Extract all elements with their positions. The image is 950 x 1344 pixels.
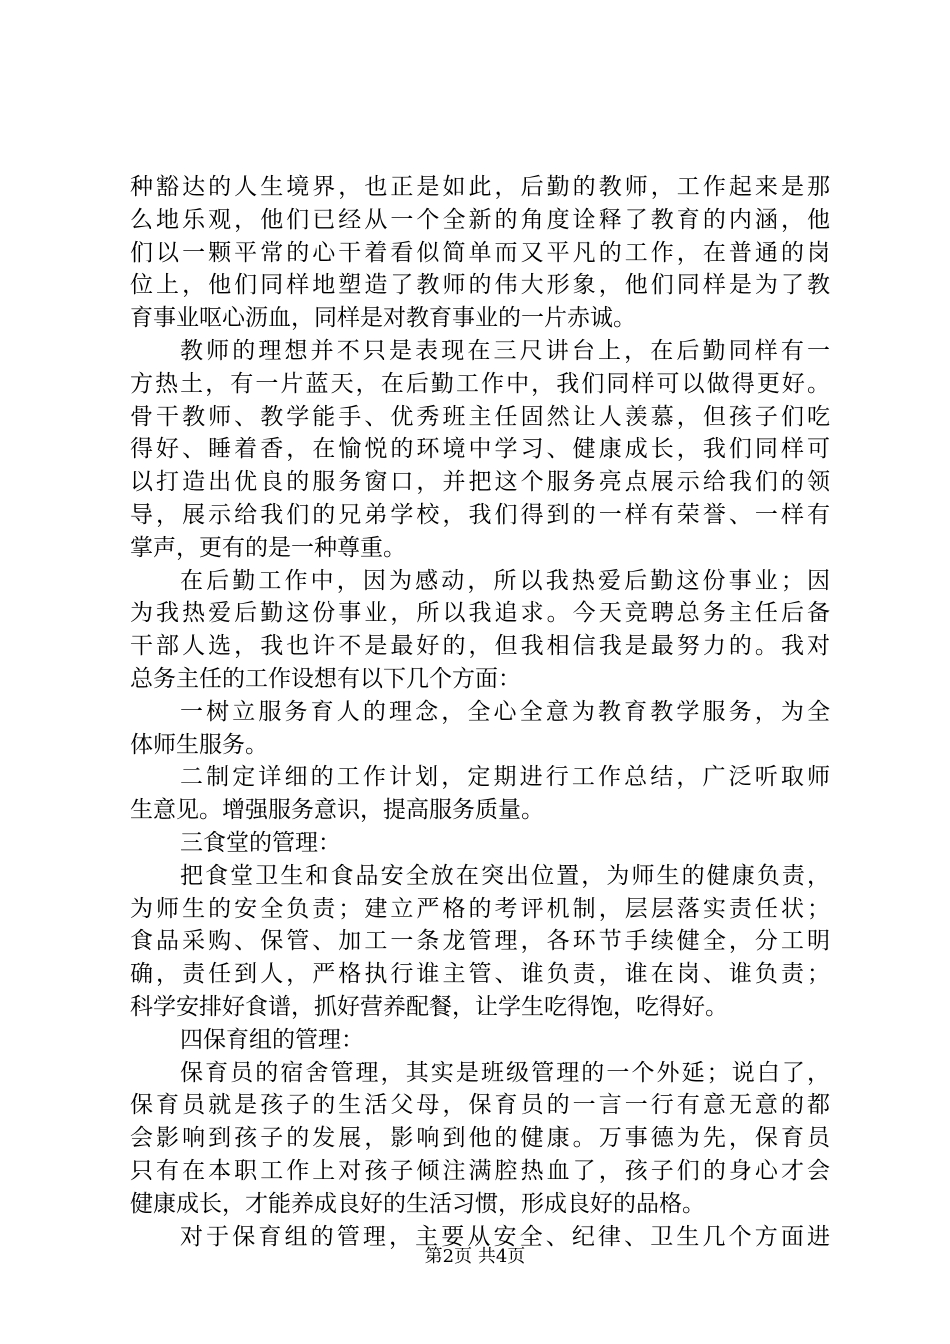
page-footer: 第2页 共4页 <box>424 1246 526 1267</box>
text-line: 教师的理想并不只是表现在三尺讲台上，在后勤同样有一 <box>180 337 830 364</box>
text-line: 保育员的宿舍管理，其实是班级管理的一个外延；说白了， <box>180 1059 830 1086</box>
text-line: 骨干教师、教学能手、优秀班主任固然让人羡慕，但孩子们吃 <box>130 403 830 430</box>
text-line: 为我热爱后勤这份事业，所以我追求。今天竞聘总务主任后备 <box>130 600 830 627</box>
text-line: 掌声，更有的是一种尊重。 <box>130 534 406 561</box>
text-line: 在后勤工作中，因为感动，所以我热爱后勤这份事业；因 <box>180 567 830 594</box>
text-line: 么地乐观，他们已经从一个全新的角度诠释了教育的内涵，他 <box>130 206 830 233</box>
text-line: 干部人选，我也许不是最好的，但我相信我是最努力的。我对 <box>130 633 830 660</box>
text-line: 四保育组的管理： <box>180 1026 364 1053</box>
text-line: 二制定详细的工作计划，定期进行工作总结，广泛听取师 <box>180 764 830 791</box>
text-line: 三食堂的管理： <box>180 829 341 856</box>
text-line: 食品采购、保管、加工一条龙管理，各环节手续健全，分工明 <box>130 928 830 955</box>
text-line: 科学安排好食谱，抓好营养配餐，让学生吃得饱，吃得好。 <box>130 993 728 1020</box>
text-line: 健康成长，才能养成良好的生活习惯，形成良好的品格。 <box>130 1190 705 1217</box>
text-line: 以打造出优良的服务窗口，并把这个服务亮点展示给我们的领 <box>130 469 830 496</box>
text-line: 位上，他们同样地塑造了教师的伟大形象，他们同样是为了教 <box>130 272 830 299</box>
text-line: 只有在本职工作上对孩子倾注满腔热血了，孩子们的身心才会 <box>130 1157 830 1184</box>
text-line: 保育员就是孩子的生活父母，保育员的一言一行有意无意的都 <box>130 1092 830 1119</box>
text-line: 会影响到孩子的发展，影响到他的健康。万事德为先，保育员 <box>130 1125 830 1152</box>
text-line: 总务主任的工作设想有以下几个方面： <box>130 665 521 692</box>
text-line: 导，展示给我们的兄弟学校，我们得到的一样有荣誉、一样有 <box>130 501 830 528</box>
text-line: 种豁达的人生境界，也正是如此，后勤的教师，工作起来是那 <box>130 174 830 200</box>
text-line: 一树立服务育人的理念，全心全意为教育教学服务，为全 <box>180 698 830 725</box>
text-line: 确，责任到人，严格执行谁主管、谁负责，谁在岗、谁负责； <box>130 961 830 988</box>
text-line: 方热土，有一片蓝天，在后勤工作中，我们同样可以做得更好。 <box>130 370 830 397</box>
text-line: 生意见。增强服务意识，提高服务质量。 <box>130 797 544 824</box>
text-line: 为师生的安全负责；建立严格的考评机制，层层落实责任状； <box>130 895 830 922</box>
text-line: 对于保育组的管理，主要从安全、纪律、卫生几个方面进 <box>180 1223 830 1250</box>
text-line: 把食堂卫生和食品安全放在突出位置，为师生的健康负责， <box>180 862 830 889</box>
text-line: 育事业呕心沥血，同样是对教育事业的一片赤诚。 <box>130 305 636 332</box>
text-line: 体师生服务。 <box>130 731 268 758</box>
text-line: 得好、睡着香，在愉悦的环境中学习、健康成长，我们同样可 <box>130 436 830 463</box>
document-body <box>130 171 830 1253</box>
text-line: 们以一颗平常的心干着看似简单而又平凡的工作，在普通的岗 <box>130 239 830 266</box>
